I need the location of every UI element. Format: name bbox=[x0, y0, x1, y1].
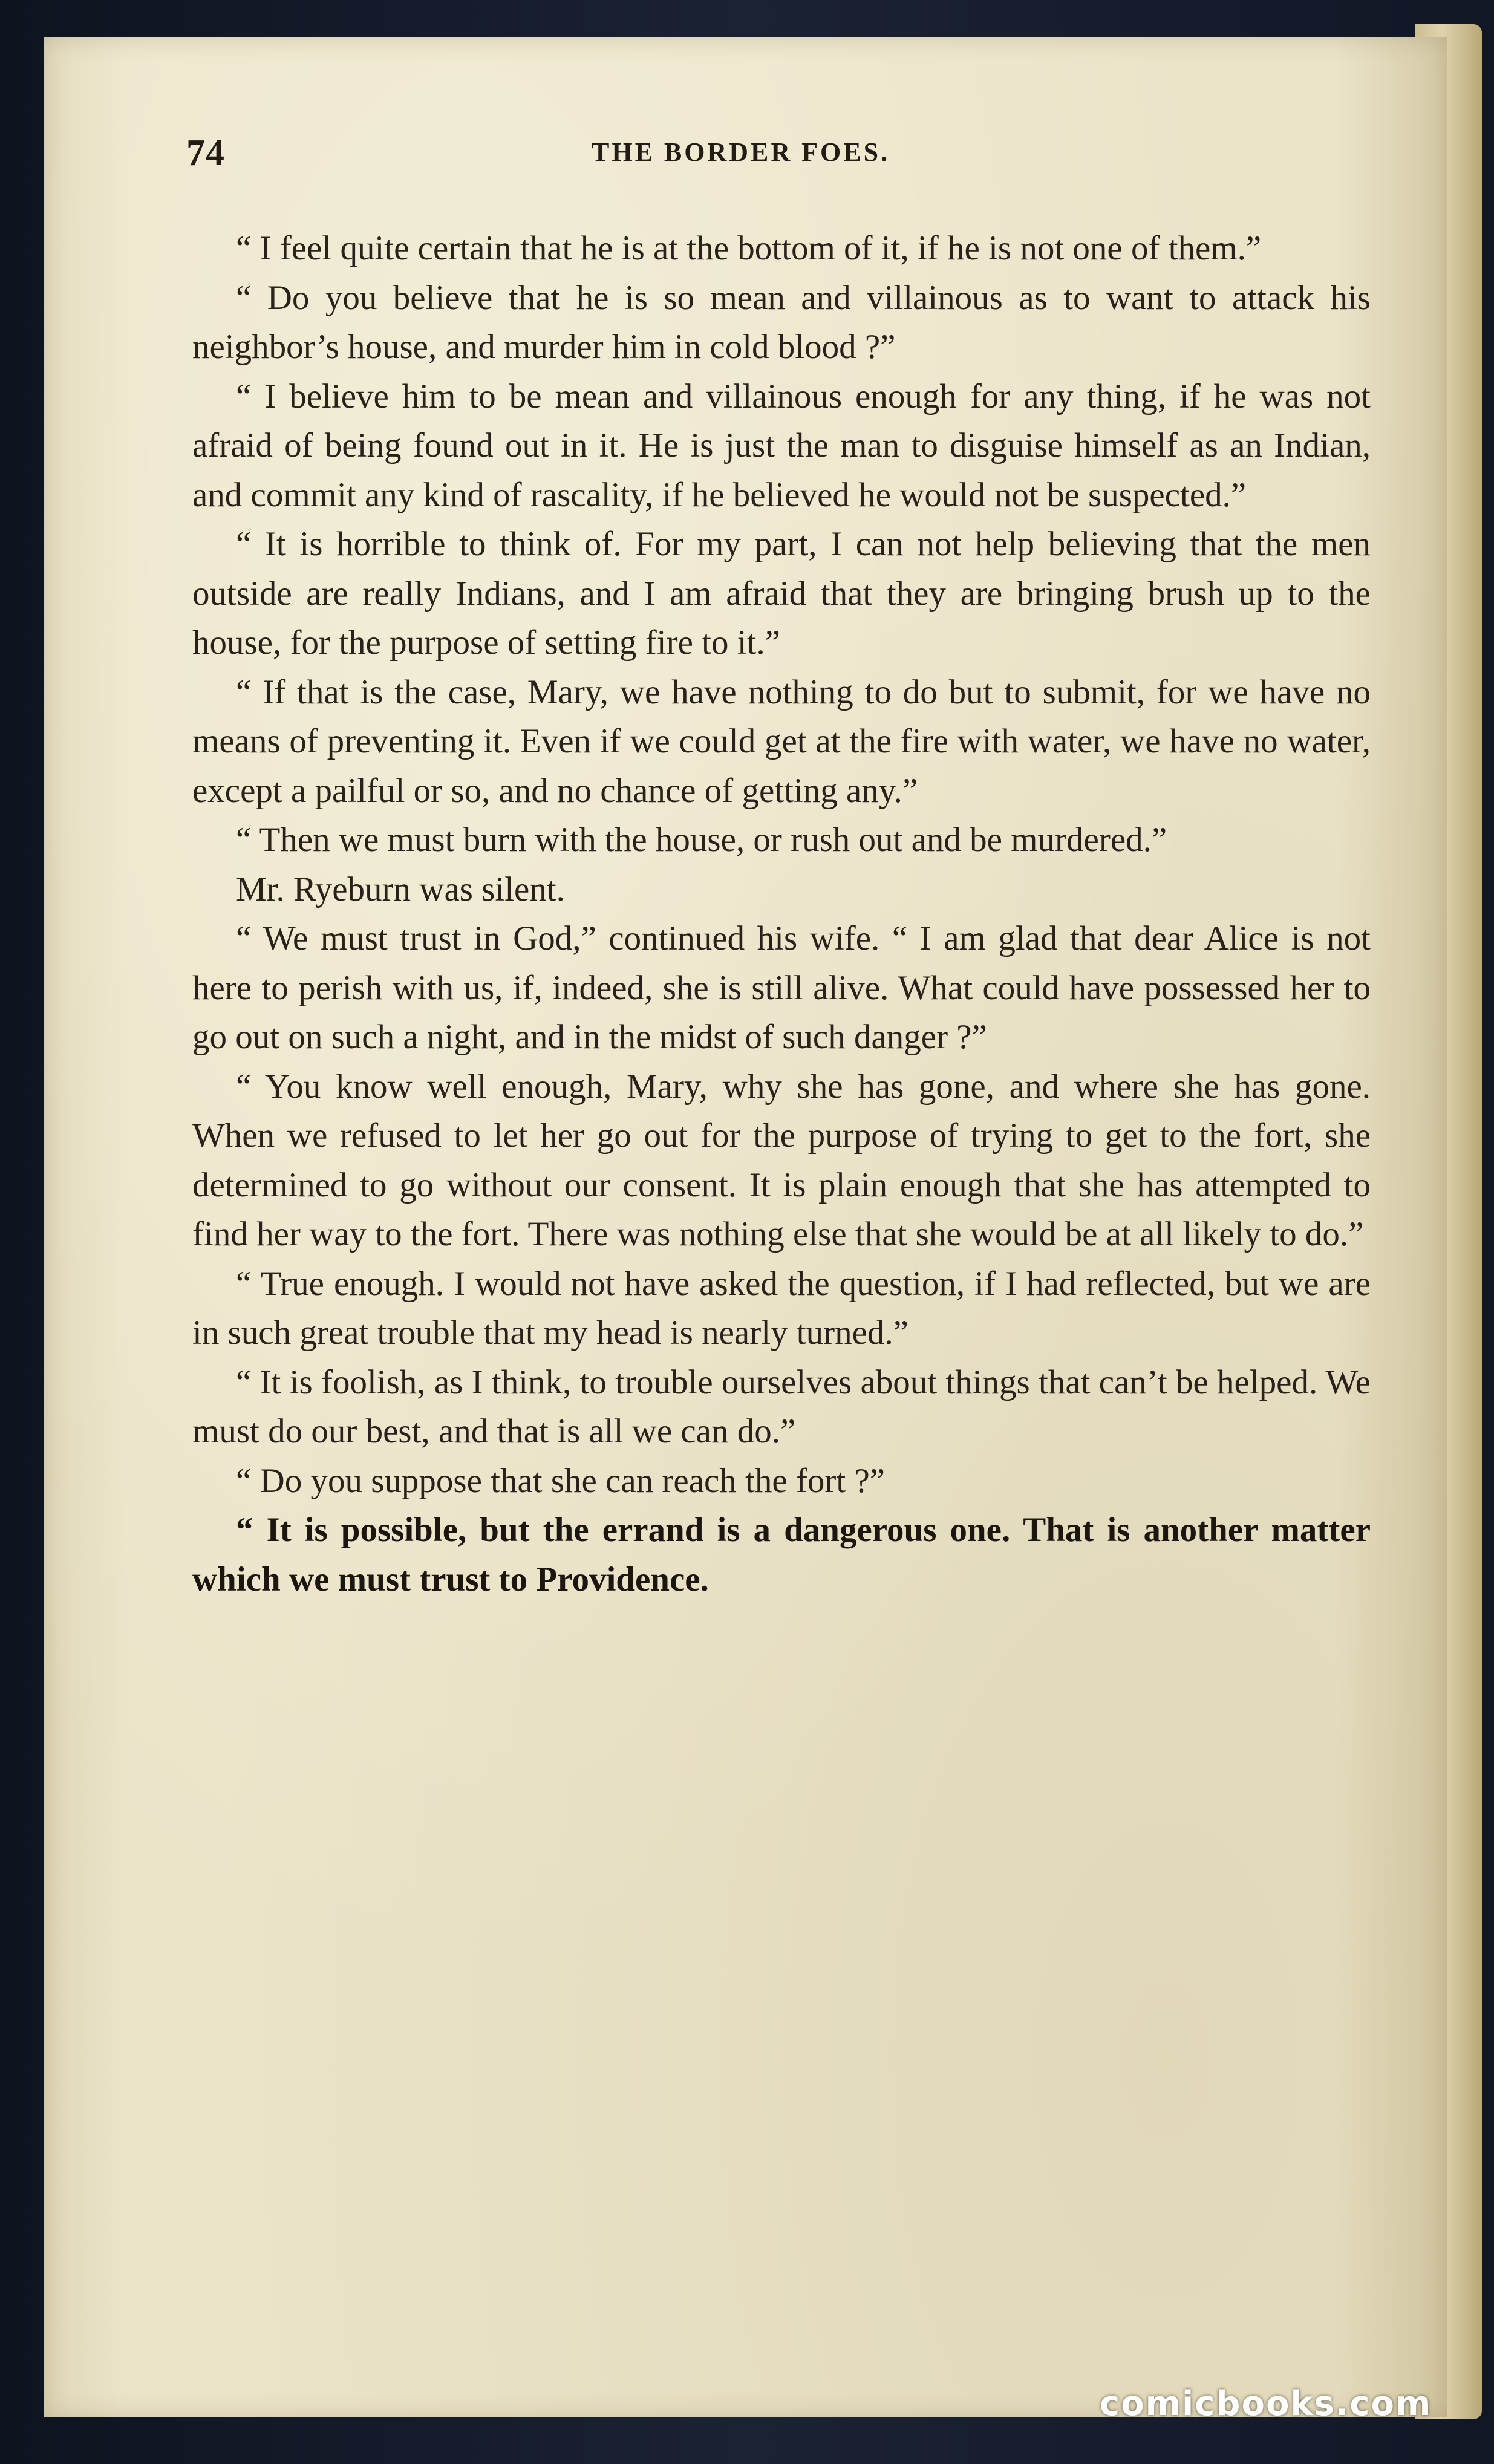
running-head bbox=[186, 132, 1336, 180]
body-text bbox=[192, 224, 1371, 1604]
running-title: THE BORDER FOES. bbox=[592, 137, 890, 167]
paragraph: “ It is possible, but the errand is a dangerous one. That is another matter which we must trust to Providence. bbox=[192, 1511, 1371, 1599]
watermark: comicbooks.com bbox=[1100, 2384, 1432, 2423]
paragraph: “ Do you believe that he is so mean and villainous as to want to attack his neighbor’s house, and murder him in cold blood ?” bbox=[192, 278, 1371, 366]
paragraph: “ It is horrible to think of. For my part, I can not help believing that the men outside are really Indians, and I am afraid that they are bringing brush up to the house, for the purpose of setting fire to it.” bbox=[192, 525, 1371, 662]
paragraph: “ It is foolish, as I think, to trouble ourselves about things that can’t be helped. We must do our best, and that is all we can do.” bbox=[192, 1363, 1371, 1450]
paragraph: “ You know well enough, Mary, why she has gone, and where she has gone. When we refused to let her go out for the purpose of trying to get to the fort, she determined to go without our consent. It is plain enough that she has attempted to find her way to the fort. There was nothing else that she would be at all likely to do.” bbox=[192, 1067, 1371, 1253]
page-number: 74 bbox=[186, 132, 225, 174]
paragraph: Mr. Ryeburn was silent. bbox=[236, 870, 565, 908]
paragraph: “ I feel quite certain that he is at the bottom of it, if he is not one of them.” bbox=[236, 229, 1262, 267]
paragraph: “ Do you suppose that she can reach the fort ?” bbox=[236, 1461, 886, 1500]
paragraph: “ If that is the case, Mary, we have nothing to do but to submit, for we have no means of preventing it. Even if we could get at the fire with water, we have no water, except a pailful or so, and no chance of getting any.” bbox=[192, 673, 1371, 810]
paragraph: “ True enough. I would not have asked the question, if I had reflected, but we are in such great trouble that my head is nearly turned.” bbox=[192, 1264, 1371, 1352]
paragraph: “ Then we must burn with the house, or rush out and be murdered.” bbox=[236, 821, 1167, 859]
paragraph: “ We must trust in God,” continued his wife. “ I am glad that dear Alice is not here to perish with us, if, indeed, she is still alive. What could have possessed her to go out on such a night, and in the midst of such danger ?” bbox=[192, 919, 1371, 1056]
paragraph: “ I believe him to be mean and villainous enough for any thing, if he was not afraid of being found out in it. He is just the man to disguise himself as an Indian, and commit any kind of rascality, if he believed he would not be suspected.” bbox=[192, 377, 1371, 514]
